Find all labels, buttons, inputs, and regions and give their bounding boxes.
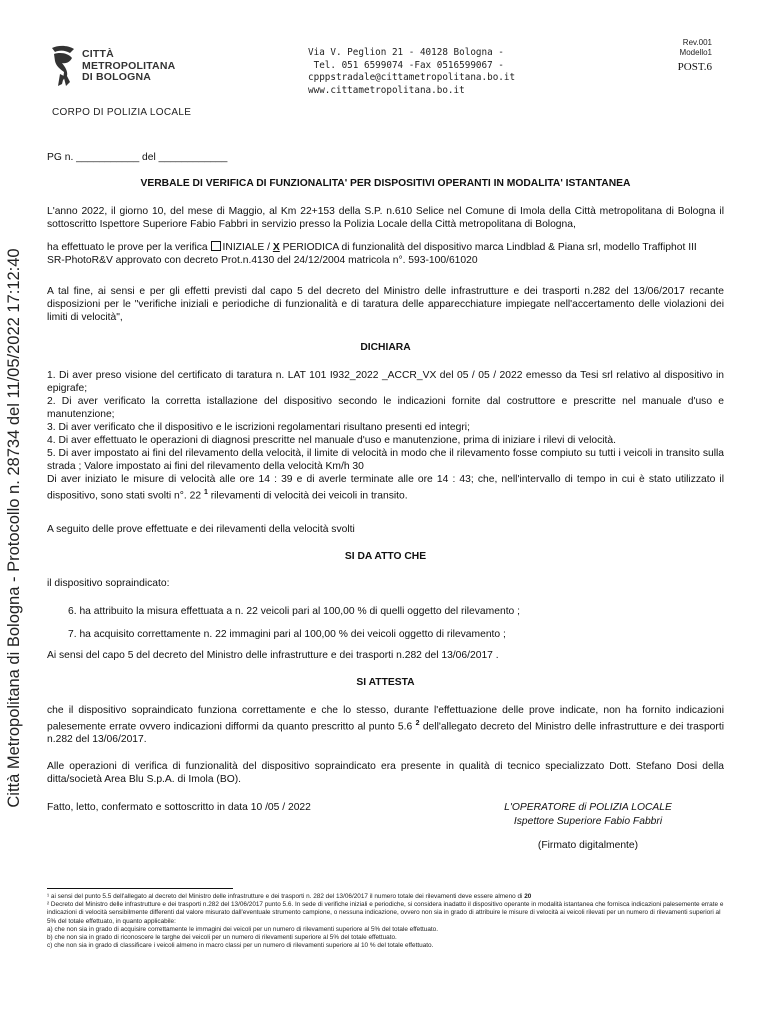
footnote-divider	[47, 888, 233, 889]
footnote-b: b) che non sia in grado di riconoscere le targhe dei veicoli per un numero di rilevamenti superiore al 5% del totale effettuato.	[47, 934, 397, 942]
declaration-item-5: 5. Di aver impostato ai fini del rilevamento della velocità, il limite di velocità in modo che il rilevamento fosse compiuto su tutti i veicoli in transito sulla strada ; Valore impostato ai fini del rilevamento della velocità Km/h 30	[47, 448, 724, 472]
item-6-text: Di aver iniziato le misure di velocità alle ore 14 : 39 e di averle terminate alle ore 14 : 43; che, nell'intervallo di tempo in cui è stato utilizzato il dispositivo, sono stati svolti n°. 22	[47, 474, 724, 502]
document-title: VERBALE DI VERIFICA DI FUNZIONALITA' PER DISPOSITIVI OPERANTI IN MODALITA' ISTANTANEA	[140, 178, 631, 189]
attesta-paragraph	[47, 704, 724, 746]
attesta-text-b: dell'allegato decreto del Ministro delle infrastrutture e dei trasporti n.282 del 13/06/2017.	[47, 721, 724, 746]
verify-rest-1: PERIODICA di funzionalità del dispositivo marca Lindblad & Piana srl, modello Traffiphot III	[279, 242, 697, 253]
declaration-list	[47, 369, 724, 502]
periodic-check-mark: X	[272, 242, 280, 253]
declaration-item-6	[47, 473, 724, 502]
dichiara-heading: DICHIARA	[360, 342, 411, 353]
revision-block	[680, 38, 712, 58]
address-line-2: Tel. 051 6599074 -Fax 0516599067 -	[308, 59, 504, 71]
footnote-a: a) che non sia in grado di acquisire correttamente le immagini dei veicoli per un numero di rilevamenti superiore al 5% del totale effettuato.	[47, 925, 438, 933]
metro-city-logo	[46, 44, 176, 94]
digital-signature-note: (Firmato digitalmente)	[537, 840, 639, 851]
declaration-item-4: 4. Di aver effettuato le operazioni di diagnosi prescritte nel manuale d'uso e manutenzione, prima di iniziare i rilevi di velocità.	[47, 435, 616, 446]
checkbox-icon	[211, 241, 221, 251]
item-6-end: rilevamenti di velocità dei veicoli in transito.	[207, 490, 408, 502]
protocol-stamp: Città Metropolitana di Bologna - Protocollo n. 28734 del 11/05/2022 17:12:40	[5, 248, 23, 808]
operator-name: Ispettore Superiore Fabio Fabbri	[513, 816, 663, 827]
verify-prefix: ha effettuato le prove per la verifica	[47, 242, 211, 253]
logo-line-2: METROPOLITANA	[82, 59, 176, 72]
department-name: CORPO DI POLIZIA LOCALE	[52, 107, 192, 118]
pg-line: PG n. ___________ del ____________	[47, 152, 228, 163]
footnote-1-value: 20	[524, 893, 532, 900]
signed-date-text: Fatto, letto, confermato e sottoscritto in data 10 /05 / 2022	[47, 802, 311, 813]
logo-line-3: DI BOLOGNA	[82, 71, 152, 83]
footnote-1-text: ¹ ai sensi del punto 5.5 dell'allegato al decreto del Ministro delle infrastrutture e dei trasporti n. 282 del 13/06/2017 il numero totale dei rilevamenti deve essere almeno di	[47, 893, 525, 900]
declaration-item-1: 1. Di aver preso visione del certificato di taratura n. LAT 101 I932_2022 _ACCR_VX del 05 / 05 / 2022 emesso da Tesi srl relativo al dispositivo in epigrafe;	[47, 370, 724, 394]
attesta-text-a: che il dispositivo sopraindicato funziona correttamente e che lo stesso, durante l'effettuazione delle prove indicate, non ha fornito indicazioni palesemente errate ovvero indicazioni difformi da quanto prescritto al punto 5.6	[47, 705, 724, 733]
logo-line-1: CITTÀ	[82, 48, 114, 60]
intro-paragraph: L'anno 2022, il giorno 10, del mese di Maggio, al Km 22+153 della S.P. n.610 Selice nel Comune di Imola della Città metropolitana di Bologna il sottoscritto Ispettore Superiore Fabio Fabbri in servizio presso la Polizia Locale della Città metropolitana di Bologna,	[47, 206, 724, 230]
revision-number: Rev.001	[682, 38, 712, 47]
address-website: www.cittametropolitana.bo.it	[308, 84, 465, 96]
verify-initial: INIZIALE /	[222, 242, 273, 253]
declaration-item-2: 2. Di aver verificato la corretta istallazione del dispositivo secondo le indicazioni fornite dal costruttore e prescritte nel manuale d'uso e manutenzione;	[47, 396, 724, 420]
atto-heading: SI DA ATTO CHE	[344, 551, 427, 562]
footnote-2: ² Decreto del Ministro delle infrastrutture e dei trasporti n.282 del 13/06/2017 punto 5.6. In sede di verifiche iniziali e periodiche, si considera inadatto il dispositivo operante in modalità istantanea che fornisca indicazioni palesemente errate e indicazioni di velocità sensibilmente differenti dal valore misurato dall'eventuale strumento campione, o nessuna indicazione, ovvero non sia in grado di attribuire le misure di velocità ai veicoli rilevati per un numero di rilevamenti superiori al 5% del totale effettuato, in quanto applicabile:	[47, 901, 724, 925]
attesta-heading: SI ATTESTA	[356, 677, 415, 688]
declaration-item-3: 3. Di aver verificato che il dispositivo e le iscrizioni regolamentari risultano presenti ed integri;	[47, 422, 470, 433]
footnote-ref-1: 1	[203, 489, 208, 496]
verify-paragraph	[47, 241, 724, 267]
model-number: Modello1	[679, 48, 712, 57]
footnote-1	[47, 893, 727, 901]
operator-title: L'OPERATORE di POLIZIA LOCALE	[504, 802, 672, 813]
footnotes	[47, 893, 727, 950]
purpose-paragraph: A tal fine, ai sensi e per gli effetti previsti dal capo 5 del decreto del Ministro delle infrastrutture e dei trasporti n.282 del 13/06/2017 recante disposizioni per le "verifiche iniziali e periodiche di funzionalità e di taratura delle apparecchiature impiegate nell'accertamento delle violazioni dei limiti di velocità",	[47, 286, 724, 323]
lion-emblem-icon	[46, 44, 80, 90]
point-6: 6. ha attribuito la misura effettuata a n. 22 veicoli pari al 100,00 % di quelli oggetto del rilevamento ;	[68, 606, 521, 617]
address-block	[308, 47, 515, 97]
footnote-ref-2: 2	[415, 720, 420, 727]
address-email: cpppstradale@cittametropolitana.bo.it	[308, 72, 516, 83]
ai-sensi-text: Ai sensi del capo 5 del decreto del Ministro delle infrastrutture e dei trasporti n.282 del 13/06/2017 .	[47, 650, 499, 661]
following-text: A seguito delle prove effettuate e dei rilevamenti della velocità svolti	[47, 524, 355, 535]
point-7: 7. ha acquisito correttamente n. 22 immagini pari al 100,00 % dei veicoli oggetto di rilevamento ;	[68, 629, 506, 640]
device-label: il dispositivo sopraindicato:	[47, 578, 170, 589]
footnote-c: c) che non sia in grado di classificare i veicoli almeno in macro classi per un numero di rilevamenti superiore al 10 % del totale effettuato.	[47, 942, 434, 950]
post-code: POST.6	[677, 61, 712, 73]
operations-paragraph: Alle operazioni di verifica di funzionalità del dispositivo sopraindicato era presente in qualità di tecnico specializzato Dott. Stefano Dosi della ditta/società Area Blu S.p.A. di Imola (BO).	[47, 761, 724, 785]
verify-rest-2: SR-PhotoR&V approvato con decreto Prot.n.4130 del 24/12/2004 matricola n°. 593-100/61020	[47, 255, 478, 266]
address-line-1: Via V. Peglion 21 - 40128 Bologna -	[308, 47, 504, 58]
